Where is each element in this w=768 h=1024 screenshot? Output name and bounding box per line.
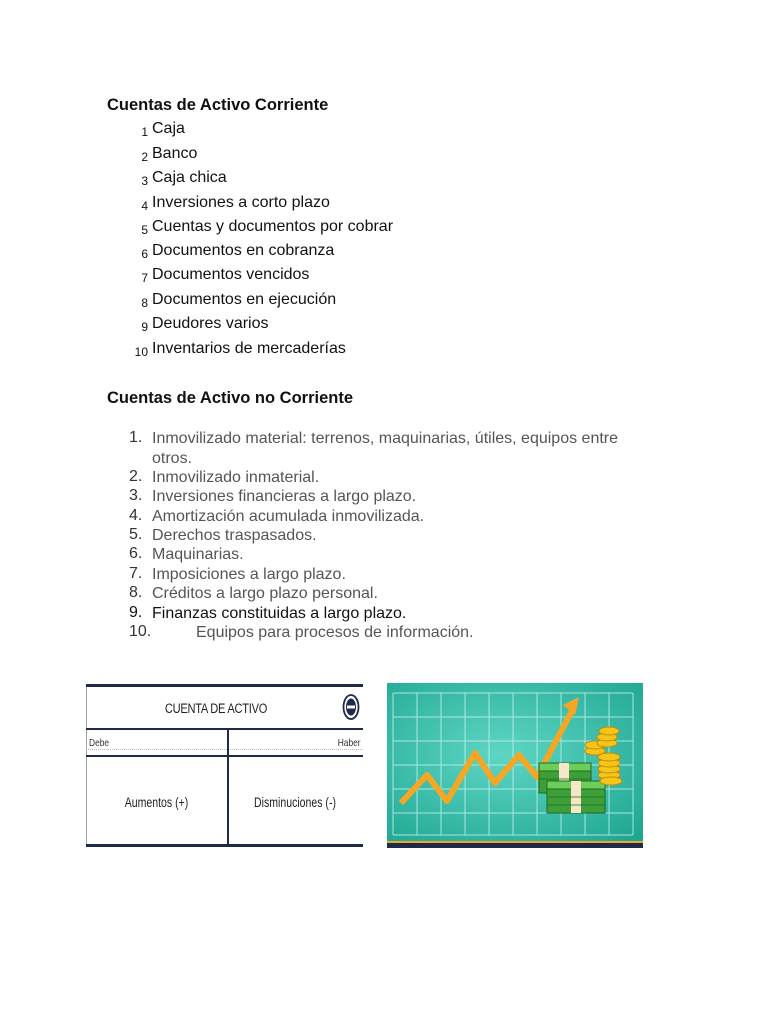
list-item-text: Inversiones financieras a largo plazo. — [152, 488, 417, 505]
list-item-text: Equipos para procesos de información. — [196, 624, 474, 641]
list-item-text: Créditos a largo plazo personal. — [152, 585, 378, 602]
list-item-number: 1 — [141, 125, 148, 139]
t-account-diagram — [86, 684, 363, 847]
list-item-text: Inmovilizado material: terrenos, maquinarias, útiles, equipos entre otros. — [152, 430, 619, 467]
list-item-number: 4 — [141, 199, 148, 213]
list-item-number: 10. — [129, 623, 152, 640]
list-item-text: Deudores varios — [152, 315, 269, 332]
list-item-number: 1. — [129, 429, 143, 446]
list-item-number: 7 — [141, 271, 148, 285]
list-item-number: 3. — [129, 487, 143, 504]
list-item-text: Maquinarias. — [152, 546, 244, 563]
debe-label: Debe — [89, 737, 110, 749]
list-item-text: Derechos traspasados. — [152, 527, 317, 544]
divider — [227, 730, 229, 844]
list-item-text: Caja chica — [152, 169, 227, 186]
section-title-current-assets: Cuentas de Activo Corriente — [107, 96, 329, 114]
list-item-number: 3 — [141, 174, 148, 188]
list-item — [0, 169, 500, 191]
list-item-text: Inmovilizado inmaterial. — [152, 469, 320, 486]
list-item — [0, 266, 500, 288]
list-item-number: 4. — [129, 507, 143, 524]
list-item-number: 7. — [129, 565, 143, 582]
list-item-number: 5 — [141, 223, 148, 237]
logo-icon — [342, 693, 360, 721]
increases-label: Aumentos (+) — [124, 795, 189, 810]
list-item-number: 2. — [129, 468, 143, 485]
list-item-number: 9. — [129, 604, 143, 621]
list-item — [0, 340, 500, 362]
list-item — [0, 145, 500, 167]
list-item-number: 8. — [129, 584, 143, 601]
list-item-text: Imposiciones a largo plazo. — [152, 566, 346, 583]
list-item — [0, 315, 500, 337]
list-item-text: Documentos en cobranza — [152, 242, 335, 259]
list-item-text: Finanzas constituidas a largo plazo. — [152, 605, 407, 622]
list-item — [0, 218, 500, 240]
growth-chart-icon — [387, 683, 643, 848]
list-item-text: Inventarios de mercaderías — [152, 340, 346, 357]
divider — [86, 844, 363, 847]
list-item — [0, 291, 500, 313]
haber-label: Haber — [338, 737, 361, 749]
list-item-text: Documentos vencidos — [152, 266, 310, 283]
list-item-text: Banco — [152, 145, 198, 162]
list-item-text: Inversiones a corto plazo — [152, 194, 330, 211]
divider — [86, 728, 363, 730]
list-item-number: 9 — [141, 320, 148, 334]
list-item-number: 6. — [129, 545, 143, 562]
list-item-text: Amortización acumulada inmovilizada. — [152, 508, 425, 525]
list-item-text: Documentos en ejecución — [152, 291, 337, 308]
list-item — [0, 242, 500, 264]
list-item-text: Cuentas y documentos por cobrar — [152, 218, 394, 235]
divider — [86, 755, 363, 757]
list-item-number: 6 — [141, 247, 148, 261]
list-item-number: 5. — [129, 526, 143, 543]
decreases-label: Disminuciones (-) — [254, 795, 336, 810]
list-item-number: 2 — [141, 150, 148, 164]
t-account-title: CUENTA DE ACTIVO — [164, 701, 268, 716]
section-title-noncurrent-assets: Cuentas de Activo no Corriente — [107, 389, 354, 407]
list-item-number: 10 — [134, 345, 148, 359]
divider — [86, 687, 87, 844]
list-item — [0, 120, 500, 142]
divider — [86, 684, 363, 687]
list-item — [0, 194, 500, 216]
divider — [86, 749, 363, 750]
list-item-text: Caja — [152, 120, 185, 137]
list-item-number: 8 — [141, 296, 148, 310]
